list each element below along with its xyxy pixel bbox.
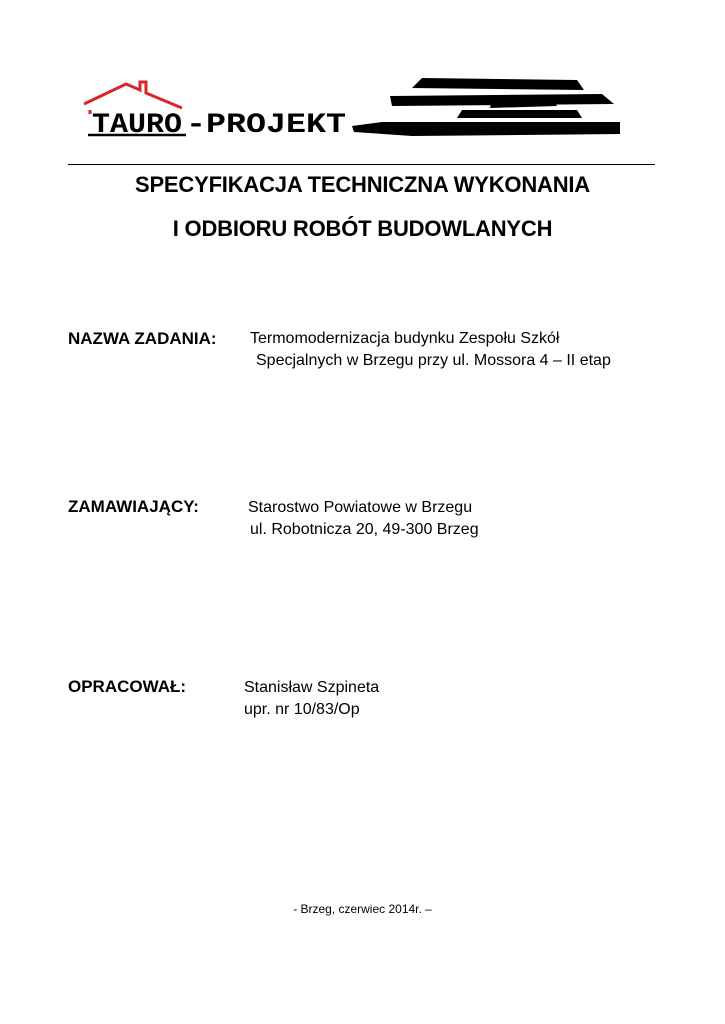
client-value-line2: ul. Robotnicza 20, 49-300 Brzeg: [250, 521, 479, 538]
author-value-line2: upr. nr 10/83/Op: [244, 701, 360, 718]
logo-text-right: -PROJEKT: [186, 110, 346, 140]
document-title-line1: SPECYFIKACJA TECHNICZNA WYKONANIA: [134, 172, 590, 197]
client-label: ZAMAWIAJĄCY:: [68, 497, 199, 516]
document-title-line2: I ODBIORU ROBÓT BUDOWLANYCH: [172, 216, 553, 241]
task-label: NAZWA ZADANIA:: [68, 329, 217, 348]
footer-place-date: - Brzeg, czerwiec 2014r. –: [293, 902, 432, 916]
author-label: OPRACOWAŁ:: [68, 677, 187, 696]
header-divider: [68, 164, 655, 165]
logo-text-left: TAURO: [92, 110, 182, 140]
company-logo: [82, 80, 362, 140]
house-roof-icon: [82, 80, 362, 140]
author-value-line1: Stanisław Szpineta: [244, 679, 380, 696]
task-value-line1: Termomodernizacja budynku Zespołu Szkół: [250, 330, 560, 347]
task-value-line2: Specjalnych w Brzegu przy ul. Mossora 4 – II etap: [256, 352, 611, 369]
client-value-line1: Starostwo Powiatowe w Brzegu: [248, 499, 473, 516]
redaction-icon: [352, 76, 622, 138]
